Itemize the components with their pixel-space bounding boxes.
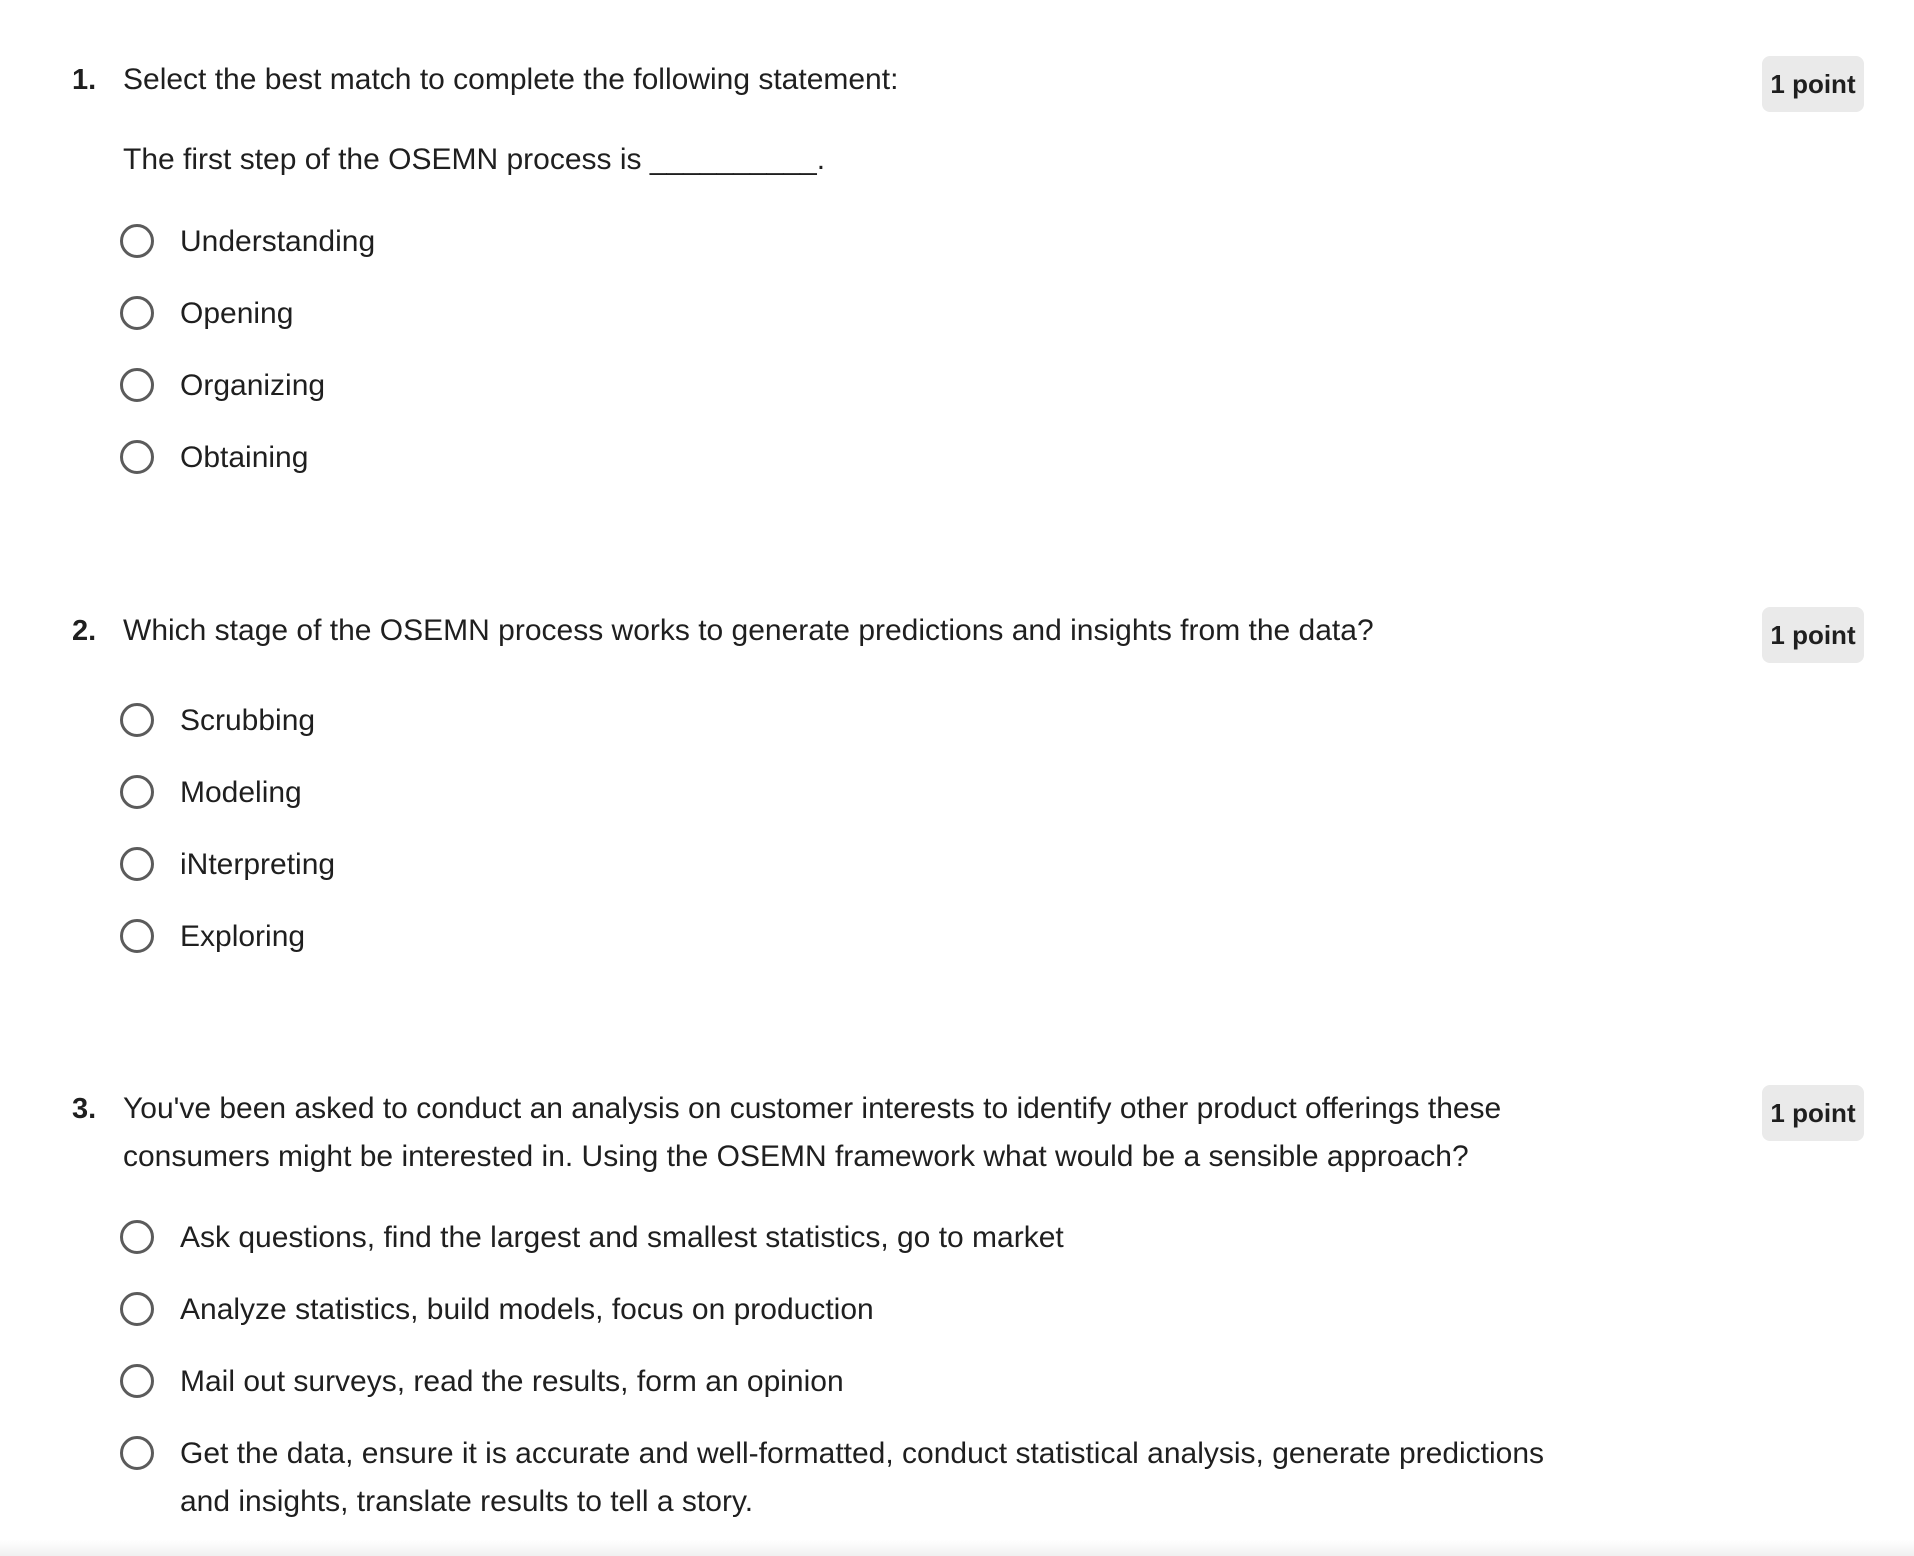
radio-button[interactable] — [120, 703, 154, 737]
radio-button[interactable] — [120, 919, 154, 953]
radio-option[interactable] — [120, 1286, 1600, 1334]
radio-option[interactable] — [120, 290, 1600, 338]
question-subtext: The first step of the OSEMN process is __________. — [123, 143, 826, 176]
radio-button[interactable] — [120, 296, 154, 330]
points-badge: 1 point — [1762, 1085, 1864, 1141]
radio-option[interactable] — [120, 769, 1600, 817]
radio-option[interactable] — [120, 434, 1600, 482]
option-label: Mail out surveys, read the results, form an opinion — [180, 1365, 844, 1398]
option-label: Opening — [180, 297, 294, 330]
radio-option[interactable] — [120, 913, 1600, 961]
option-label: Understanding — [180, 225, 376, 258]
option-label: Ask questions, find the largest and smallest statistics, go to market — [180, 1221, 1064, 1254]
option-label: Exploring — [180, 920, 306, 953]
radio-button[interactable] — [120, 847, 154, 881]
radio-option[interactable] — [120, 841, 1600, 889]
question-text: Select the best match to complete the following statement: — [123, 63, 899, 96]
radio-option[interactable] — [120, 362, 1600, 410]
question-number: 3. — [72, 1093, 97, 1125]
radio-button[interactable] — [120, 440, 154, 474]
option-label: Get the data, ensure it is accurate and well-formatted, conduct statistical analysis, generate predictions and insights, translate results to tell a story. — [180, 1437, 1545, 1518]
option-label: iNterpreting — [180, 848, 336, 881]
option-label: Obtaining — [180, 441, 309, 474]
option-label: Analyze statistics, build models, focus on production — [180, 1293, 874, 1326]
radio-option[interactable] — [120, 218, 1600, 266]
question-number: 1. — [72, 64, 97, 96]
radio-button[interactable] — [120, 224, 154, 258]
radio-button[interactable] — [120, 1436, 154, 1470]
question-text: You've been asked to conduct an analysis on customer interests to identify other product offerings these consumers might be interested in. Using the OSEMN framework what would be a sensible approach? — [123, 1092, 1502, 1173]
radio-option[interactable] — [120, 1430, 1600, 1526]
question-number: 2. — [72, 615, 97, 647]
points-badge: 1 point — [1762, 607, 1864, 663]
points-badge: 1 point — [1762, 56, 1864, 112]
radio-option[interactable] — [120, 1214, 1600, 1262]
radio-button[interactable] — [120, 1292, 154, 1326]
option-label: Scrubbing — [180, 704, 316, 737]
option-label: Organizing — [180, 369, 326, 402]
radio-button[interactable] — [120, 1220, 154, 1254]
page-bottom-edge — [0, 1540, 1914, 1556]
radio-button[interactable] — [120, 1364, 154, 1398]
option-label: Modeling — [180, 776, 302, 809]
radio-button[interactable] — [120, 368, 154, 402]
radio-option[interactable] — [120, 697, 1600, 745]
radio-button[interactable] — [120, 775, 154, 809]
radio-option[interactable] — [120, 1358, 1600, 1406]
question-text: Which stage of the OSEMN process works to generate predictions and insights from the data? — [123, 614, 1374, 647]
